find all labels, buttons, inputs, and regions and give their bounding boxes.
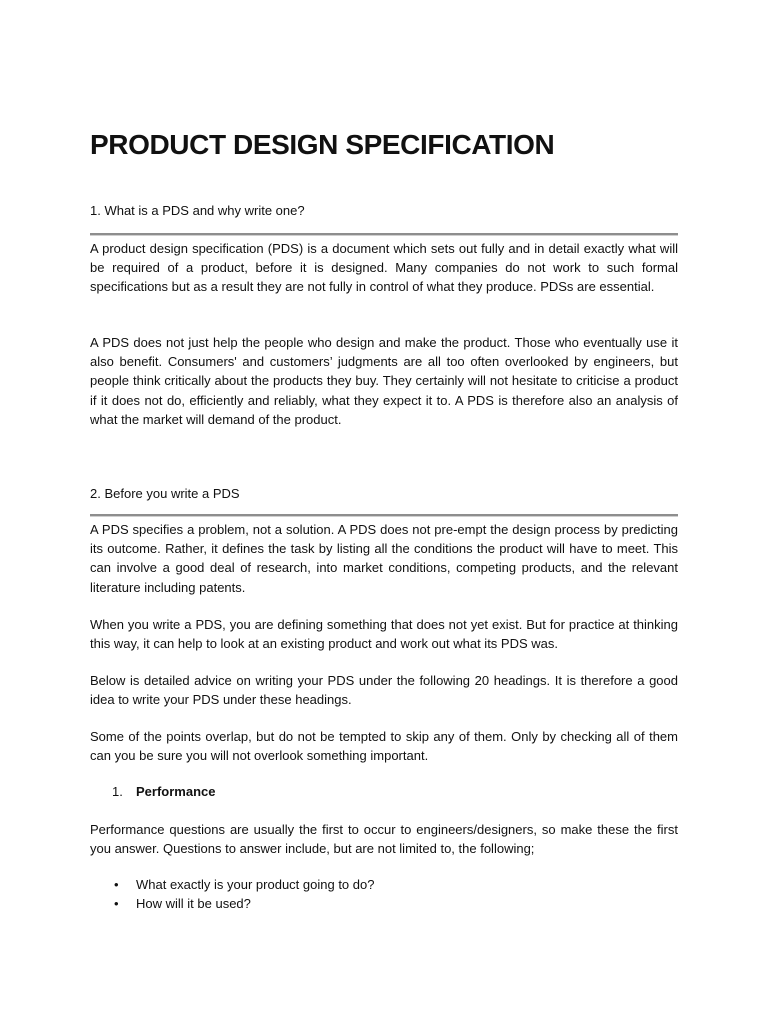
paragraph: A product design specification (PDS) is a document which sets out fully and in detail exactly what will be required of a product, before it is designed. Many companies do not work to such formal specifications but as a result they are not fully in control of what they produce. PDSs are essential. bbox=[90, 241, 678, 295]
paragraph: Some of the points overlap, but do not be tempted to skip any of them. Only by checking all of them can you be sure you will not overlook something important. bbox=[90, 729, 678, 764]
list-item-text: How will it be used? bbox=[136, 896, 251, 912]
list-item bbox=[90, 894, 678, 913]
list-item bbox=[90, 875, 678, 894]
heading-label: Performance bbox=[136, 784, 216, 799]
list-item-text: What exactly is your product going to do? bbox=[136, 877, 375, 892]
paragraph: A PDS does not just help the people who design and make the product. Those who eventually use it also benefit. Consumers' and customers’ judgments are all too often overlooked by engineers, but people think critically about the products they buy. They certainly will not hesitate to criticise a product if it does not do, efficiently and reliably, what they expect it to. A PDS is therefore also an analysis of what the market will demand of the product. bbox=[90, 335, 678, 427]
section-heading-before-you-write: 2. Before you write a PDS bbox=[90, 486, 240, 501]
paragraph: Below is detailed advice on writing your PDS under the following 20 headings. It is therefore a good idea to write your PDS under these headings. bbox=[90, 673, 678, 708]
numbered-heading-performance bbox=[112, 782, 215, 801]
paragraph: A PDS specifies a problem, not a solution. A PDS does not pre-empt the design process by predicting its outcome. Rather, it defines the task by listing all the conditions the product will have to meet. This can involve a good deal of research, into market conditions, competing products, and the relevant literature including patents. bbox=[90, 522, 678, 595]
section-heading-what-is-pds: 1. What is a PDS and why write one? bbox=[90, 203, 305, 218]
section-divider bbox=[90, 233, 678, 236]
bullet-list bbox=[90, 875, 678, 913]
bullet-icon: • bbox=[114, 896, 119, 912]
paragraph: Performance questions are usually the first to occur to engineers/designers, so make these the first you answer. Questions to answer include, but are not limited to, the following; bbox=[90, 822, 678, 857]
bullet-icon: • bbox=[114, 877, 119, 892]
heading-number: 1. bbox=[112, 784, 123, 799]
paragraph: When you write a PDS, you are defining something that does not yet exist. But for practice at thinking this way, it can help to look at an existing product and work out what its PDS was. bbox=[90, 617, 678, 652]
document-title: PRODUCT DESIGN SPECIFICATION bbox=[90, 129, 555, 160]
section-divider bbox=[90, 514, 678, 517]
